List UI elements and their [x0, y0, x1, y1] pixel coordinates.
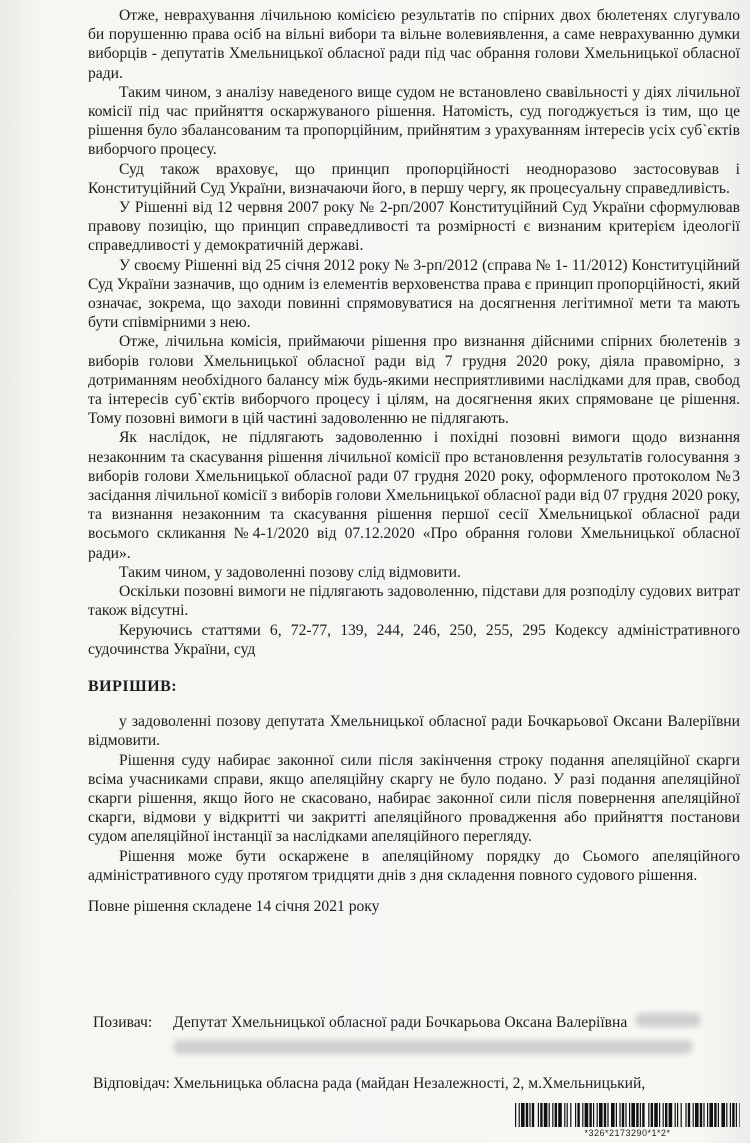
barcode — [515, 1103, 740, 1139]
decision-paragraph: Рішення може бути оскаржене в апеляційному порядку до Сьомого апеляційного адміністративного суду протягом тридцяти днів з дня складення повного судового рішення. — [88, 847, 740, 884]
redacted-line — [93, 1040, 743, 1054]
paragraph: Отже, лічильна комісія, приймаючи рішення про визнання дійсними спірних бюлетенів з виборів голови Хмельницької обласної ради від 7 грудня 2020 року, діяла правомірно, з дотриманням необхідного балансу між будь-якими несприятливими наслідками для прав, свобод та інтересів суб`єктів виборчого процесу і цілям, на досягнення яких спрямоване це рішення. Тому позовні вимоги в цій частині задоволенню не підлягають. — [88, 333, 740, 428]
plaintiff-label: Позивач: — [93, 1014, 153, 1031]
redacted-blur — [635, 1013, 701, 1027]
defendant-value: Хмельницька обласна рада (майдан Незалежності, 2, м.Хмельницький, — [173, 1075, 646, 1092]
decision-paragraph: у задоволенні позову депутата Хмельницької обласної ради Бочкарьової Оксани Валеріївни відмовити. — [88, 713, 740, 750]
paragraph: У своєму Рішенні від 25 січня 2012 року № 3-рп/2012 (справа № 1- 11/2012) Конституційний Суд України зазначив, що одним із елементів верховенства права є принцип пропорційності, який означає, зокрема, що заходи повинні спрямовуватися на досягнення легітимної мети та мають бути співмірними з нею. — [88, 256, 740, 332]
paragraph: Таким чином, з аналізу наведеного вище судом не встановлено свавільності у діях лічильної комісії під час прийняття оскаржуваного рішення. Натомість, суд погоджується із тим, що це рішення було збалансованим та пропорційним, прийнятим з урахуванням інтересів усіх суб`єктів виборчого процесу. — [88, 83, 740, 159]
barcode-bars — [515, 1103, 740, 1127]
plaintiff-value: Депутат Хмельницької обласної ради Бочкарьова Оксана Валеріївна — [173, 1014, 628, 1031]
defendant-row — [93, 1074, 743, 1093]
paragraph: Суд також враховує, що принцип пропорційності неодноразово застосовував і Конституційний Суд України, визначаючи його, в першу чергу, як процесуальну справедливість. — [88, 160, 740, 197]
paragraph: Оскільки позовні вимоги не підлягають задоволенню, підстави для розподілу судових витрат також відсутні. — [88, 583, 740, 620]
paragraph: Таким чином, у задоволенні позову слід відмовити. — [119, 563, 461, 581]
decision-paragraph: Рішення суду набирає законної сили після закінчення строку подання апеляційної скарги всіма учасниками справи, якщо апеляційну скаргу не було подано. У разі подання апеляційної скарги рішення, якщо його не скасовано, набирає законної сили після повернення апеляційної скарги, відмови у відкритті чи закритті апеляційного провадження або прийняття постанови судом апеляційної інстанції за наслідками апеляційного перегляду. — [88, 751, 740, 846]
decision-heading: ВИРІШИВ: — [88, 677, 178, 695]
barcode-number: *326*2173290*1*2* — [584, 1128, 671, 1138]
plaintiff-row — [93, 1013, 743, 1032]
full-decision-date: Повне рішення складене 14 січня 2021 року — [88, 897, 380, 915]
paragraph: Керуючись статтями 6, 72-77, 139, 244, 246, 250, 255, 295 Кодексу адміністративного судочинства України, суд — [88, 621, 740, 658]
paragraph: Як наслідок, не підлягають задоволенню і похідні позовні вимоги щодо визнання незаконним та скасування рішення лічильної комісії про встановлення результатів голосування з виборів голови Хмельницької обласної ради 07 грудня 2020 року, оформленого протоколом №3 засідання лічильної комісії з виборів голови Хмельницької обласної ради від 07 грудня 2020 року, та визнання незаконним та скасування рішення першої сесії Хмельницької обласної ради восьмого скликання №4-1/2020 від 07.12.2020 «Про обрання голови Хмельницької обласної ради». — [88, 429, 740, 562]
paragraph: Отже, неврахування лічильною комісією результатів по спірних двох бюлетенях слугувало би порушенню права осіб на вільні вибори та вільне волевиявлення, а саме неврахуванню думки виборців - депутатів Хмельницької обласної ради під час обрання голови Хмельницької обласної ради. — [88, 7, 740, 82]
defendant-label: Відповідач: — [93, 1075, 170, 1092]
redacted-blur — [173, 1040, 693, 1054]
document-body — [88, 6, 740, 916]
paragraph: У Рішенні від 12 червня 2007 року № 2-рп/2007 Конституційний Суд України сформулював правову позицію, що принцип справедливості та розмірності є визнаним критерієм ідеології справедливості у демократичній державі. — [88, 199, 740, 255]
